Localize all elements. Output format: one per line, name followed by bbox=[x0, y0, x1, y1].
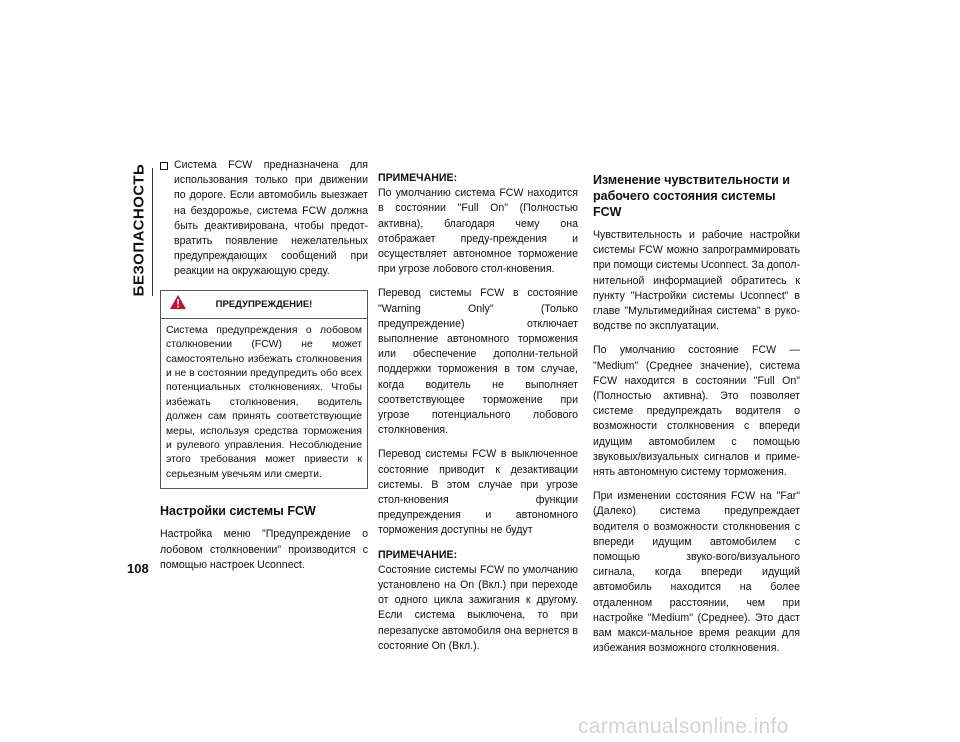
paragraph: Перевод системы FCW в выключенное состояние приводит к дезактивации системы. В этом случае при угрозе стол-кновения функции предупреждения и автономного торможения доступны не будут bbox=[378, 448, 578, 537]
section-title: БЕЗОПАСНОСТЬ bbox=[130, 163, 148, 297]
note-title: ПРИМЕЧАНИЕ: bbox=[378, 172, 458, 184]
bullet-item bbox=[160, 158, 368, 280]
paragraph: По умолчанию состояние FCW — "Medium" (Среднее значение), система FCW находится в состоянии "Full On" (Полностью активна). Это позволяет системе предупреждать водителя о возможности столкновения с впереди идущим автомобилем с помощью звуковых/визуальных сигналов и приме-нять автономную систему торможения. bbox=[593, 344, 800, 479]
warning-title: ПРЕДУПРЕЖДЕНИЕ! bbox=[215, 298, 313, 310]
note-title: ПРИМЕЧАНИЕ: bbox=[378, 548, 458, 561]
warning-triangle-icon bbox=[169, 294, 187, 310]
paragraph: Перевод системы FCW в состояние "Warning Only" (Только предупреждение) отключает выполнение автономного торможения или обеспечение дополни-тельной поддержки торможения в том случае, когда водитель не выполняет соответствующее торможение при угрозе потенциального лобового столкновения. bbox=[378, 287, 578, 437]
column-2 bbox=[378, 171, 578, 663]
warning-text: Система предупреждения о лобовом столкновении (FCW) не может самостоятельно избежать столкновения и не в состоянии предупредить обо всех потенциальных столкновениях. Чтобы избежать столкновения, водитель должен сам принять соответствующие меры, используя средства торможения и рулевого управления. Несоблюдение этого требования может привести к серьезным увечьям или смерти. bbox=[166, 324, 362, 480]
page-number: 108 bbox=[127, 561, 149, 576]
paragraph: При изменении состояния FCW на "Far" (Далеко) система предупреждает водителя о возможности столкновения с впереди идущим автомобилем с помощью звуко-вого/визуального сигнала, когда впереди идущий автомобиль находится на более отдаленном расстоянии, чем при настройке "Medium" (Среднее). Это даст вам макси-мальное время реакции для избежания возможного столкновения. bbox=[593, 490, 800, 655]
watermark-link[interactable]: carmanualsonline.info bbox=[578, 715, 789, 738]
section-heading: Изменение чувствительности и рабочего состояния системы FCW bbox=[593, 173, 790, 219]
section-heading: Настройки системы FCW bbox=[160, 504, 316, 519]
warning-header bbox=[161, 291, 367, 319]
square-bullet-icon bbox=[160, 162, 168, 170]
paragraph: Чувствительность и рабочие настройки системы FCW можно запрограммировать при помощи системы Uconnect. За допол-нительной информацией обратитесь к пункту "Настройки системы Uconnect" в главе "Мультимедийная система" в руко-водстве по эксплуатации. bbox=[593, 229, 800, 333]
warning-box bbox=[160, 290, 368, 490]
side-divider bbox=[152, 168, 153, 296]
paragraph: Настройка меню "Предупреждение о лобовом столкновении" производится с помощью настроек Uconnect. bbox=[160, 528, 368, 571]
column-1 bbox=[160, 158, 368, 582]
section-side-tab bbox=[125, 163, 153, 297]
bullet-text: Система FCW предназначена для использования только при движении по дороге. Если автомобиль выезжает на бездорожье, система FCW должна быть деактивирована, чтобы предот-вратить появление нежелательных предупреждающих сообщений при реакции на окружающую среду. bbox=[174, 159, 368, 278]
note-text: Состояние системы FCW по умолчанию установлено на On (Вкл.) при переходе от одного цикла зажигания к другому. Если система выключена, то при перезапуске автомобиля она вернется в состояние On (Вкл.). bbox=[378, 563, 578, 652]
column-3 bbox=[593, 172, 800, 665]
note-text: По умолчанию система FCW находится в состоянии "Full On" (Полностью активна), благодаря чему она отображает преду-преждения и осуществляет автономное торможение при угрозе лобового стол-кновения. bbox=[378, 187, 578, 276]
